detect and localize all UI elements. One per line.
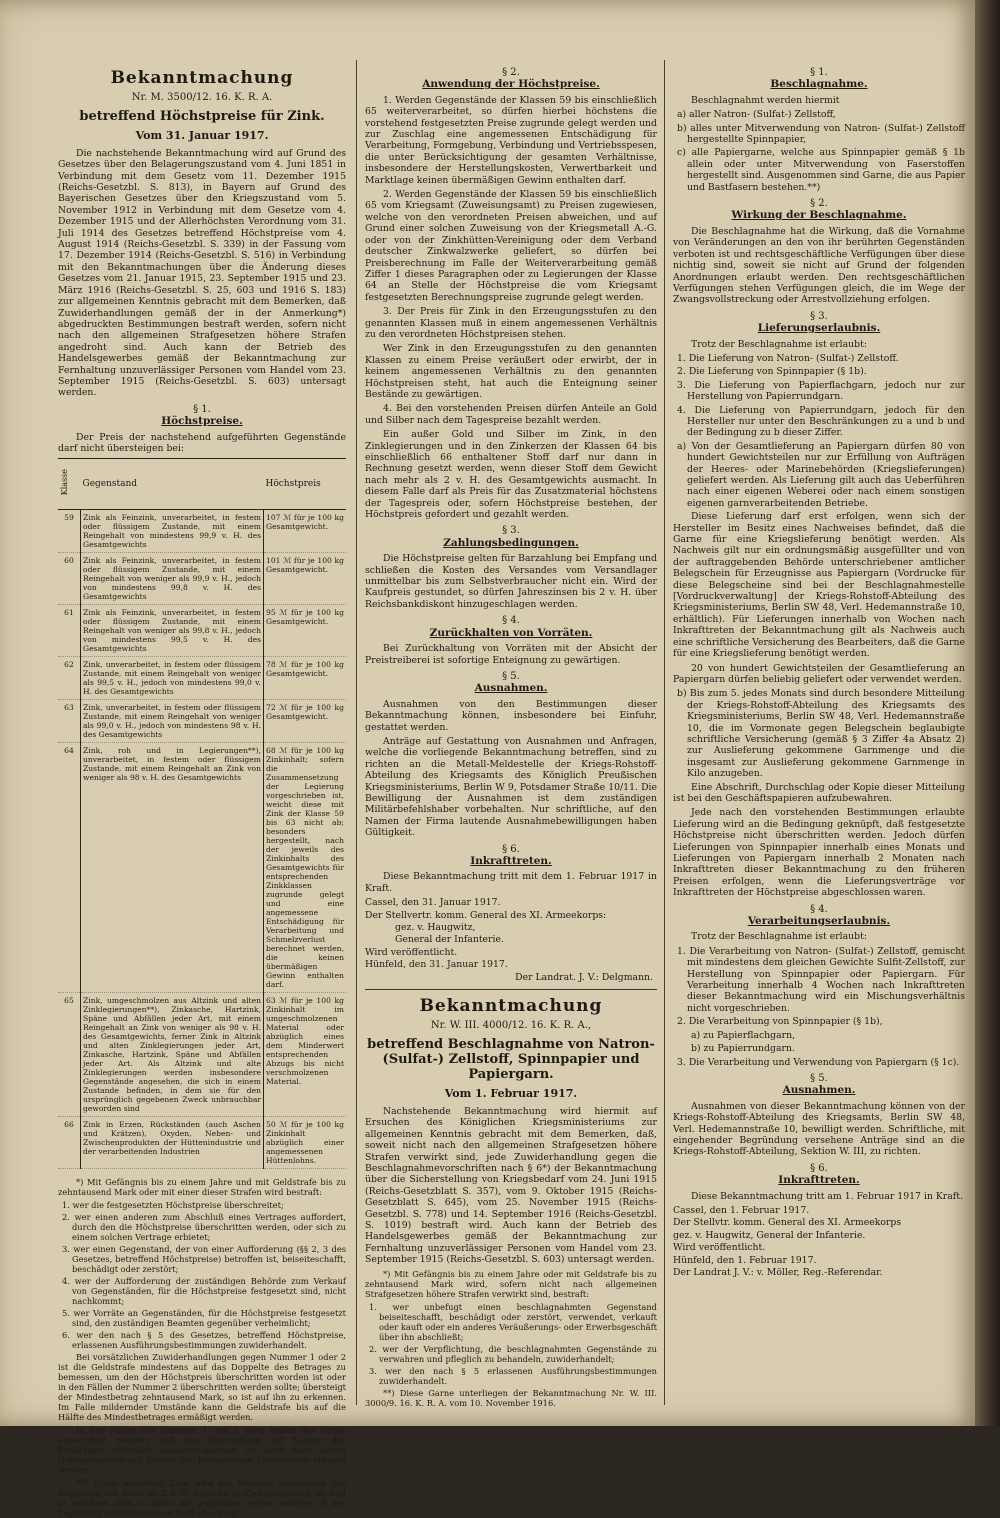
list-item: 3. Die Lieferung von Papierflachgarn, jedoch nur zur Herstellung von Papierrundgarn. bbox=[677, 379, 965, 403]
section-text: 4. Bei den vorstehenden Preisen dürfen Anteile an Gold und Silber nach dem Tagespreise bezahlt werden. bbox=[365, 403, 657, 426]
list-item: 4. Die Lieferung von Papierrundgarn, jedoch für den Hersteller nur unter den Beschränkungen zu a und b und der Bedingung zu b dieser Ziffer. bbox=[677, 404, 965, 439]
footnote-item: 5. wer Vorräte an Gegenständen, für die Höchstpreise festgesetzt sind, den zuständigen Beamten gegenüber verheimlicht; bbox=[62, 1307, 346, 1328]
section-text: 20 von hundert Gewichtsteilen der Gesamtlieferung an Papiergarn dürfen beliebig geliefert oder verwendet werden. bbox=[673, 662, 965, 685]
section-text: 3. Der Preis für Zink in den Erzeugungsstufen zu den genannten Klassen muß in einem angemessenen Verhältnis zu den verordneten Höchstpreisen stehen. bbox=[365, 306, 657, 340]
section-text: Jede nach den vorstehenden Bestimmungen erlaubte Lieferung wird an die Bedingung geknüpft, daß festgesetzte Höchstpreise nicht überschritten werden. Jedoch dürfen Lieferungen von Spinnpapier innerhalb eines Monats und Lieferungen von Papiergarn innerhalb 2 Monaten nach Inkrafttreten dieser Bekanntmachung zu den früheren Preisen erfolgen, wenn die Lieferungsverträge vor Inkrafttreten der Höchstpreise abgeschlossen waren. bbox=[673, 807, 965, 899]
column-header-klasse: Klasse bbox=[58, 459, 81, 509]
section-heading: Inkrafttreten. bbox=[778, 1174, 860, 1187]
list-item: b) zu Papierrundgarn. bbox=[691, 1043, 795, 1055]
footnotes bbox=[365, 1269, 657, 1408]
footnote: *) Mit Gefängnis bis zu einem Jahre oder mit Geldstrafe bis zu zehntausend Mark wird, sofern nicht nach allgemeinen Strafgesetzen höhere Strafen verwirkt sind, bestraft: bbox=[365, 1268, 657, 1299]
list-item: 2. Die Verarbeitung von Spinnpapier (§ 1b), bbox=[677, 1016, 883, 1028]
section-text: Der Preis der nachstehend aufgeführten Gegenstände darf nicht übersteigen bei: bbox=[58, 431, 346, 454]
list-item: 3. Die Verarbeitung und Verwendung von Papiergarn (§ 1c). bbox=[677, 1056, 960, 1068]
section-number: § 6. bbox=[502, 843, 520, 855]
notice-date: Vom 31. Januar 1917. bbox=[135, 129, 269, 143]
table-row: 59 Zink als Feinzink, unverarbeitet, in festem oder flüssigem Zustande, mit einem Reingehalt von mindestens 99,9 v. H. des Gesamtgewichts 107 ℳ für je 100 kg Gesamtgewicht. bbox=[58, 509, 346, 552]
footnote: *) Mit Gefängnis bis zu einem Jahre und mit Geldstrafe bis zu zehntausend Mark oder mit einer dieser Strafen wird bestraft: bbox=[58, 1176, 346, 1197]
section-text: Ausnahmen von dieser Bekanntmachung können von der Kriegs-Rohstoff-Abteilung des Kriegsamts, Berlin SW 48, Verl. Hedemannstraße 10, bewilligt werden. Schriftliche, mit eingehender Begründung versehene Anträge sind an die Kriegs-Rohstoff-Abteilung, Sektion W. III, zu richten. bbox=[673, 1100, 965, 1158]
section-number: § 3. bbox=[810, 310, 828, 322]
notice-subject: betreffend Beschlagnahme von Natron-(Sulfat-) Zellstoff, Spinnpapier und Papiergarn. bbox=[367, 1037, 655, 1083]
publication-line: Hünfeld, den 1. Februar 1917. bbox=[673, 1254, 817, 1266]
section-heading: Lieferungserlaubnis. bbox=[757, 322, 881, 335]
section-number: § 2. bbox=[810, 198, 828, 210]
section-number: § 1. bbox=[193, 403, 211, 415]
publication-line: Hünfeld, den 31. Januar 1917. bbox=[365, 959, 508, 971]
section-number: § 6. bbox=[810, 1162, 828, 1174]
list-item: 1. Die Lieferung von Natron- (Sulfat-) Zellstoff. bbox=[677, 352, 899, 364]
section-heading: Zahlungsbedingungen. bbox=[443, 536, 579, 549]
column-header-gegenstand: Gegenstand bbox=[81, 459, 264, 509]
footnote-item: 3. wer den nach § 5 erlassenen Ausführungsbestimmungen zuwiderhandelt. bbox=[369, 1365, 657, 1386]
section-number: § 2. bbox=[502, 67, 520, 78]
footnote: Bei vorsätzlichen Zuwiderhandlungen gegen Nummer 1 oder 2 ist die Geldstrafe mindestens auf das Doppelte des Betrages zu bemessen, um den der Höchstpreis überschritten worden ist oder in den Fällen der Nummer 2 überschritten werden sollte; übersteigt der Mindestbetrag zehntausend Mark, so ist auf ihn zu erkennen. Im Falle mildernder Umstände kann die Geldstrafe bis auf die Hälfte des Mindestbetrages ermäßigt werden. bbox=[58, 1351, 346, 1422]
section-heading: Inkrafttreten. bbox=[470, 855, 552, 867]
list-item: a) Von der Gesamtlieferung an Papiergarn dürfen 80 von hundert Gewichtsteilen nur zur Erfüllung von Aufträgen der Heeres- oder Marinebehörden (Kriegslieferungen) geliefert werden. Als Lieferung gilt auch das Ueberführen nach einer eigenen Weberei oder nach einem sonstigen eigenen garnverarbeitenden Betriebe. bbox=[677, 440, 965, 509]
signature-place: Cassel, den 1. Februar 1917. bbox=[673, 1204, 810, 1216]
publication-line: Wird veröffentlicht. bbox=[365, 946, 458, 958]
section-text: Diese Bekanntmachung tritt am 1. Februar 1917 in Kraft. bbox=[691, 1190, 963, 1202]
page-edge bbox=[975, 0, 1000, 1426]
section-heading: Zurückhalten von Vorräten. bbox=[429, 626, 593, 639]
table-row: 62 Zink, unverarbeitet, in festem oder flüssigem Zustande, mit einem Reingehalt von weniger als 99,5 v. H., jedoch von mindestens 99,0 v. H. des Gesamtgewichts 78 ℳ für je 100 kg Gesamtgewicht. bbox=[58, 656, 346, 699]
section-text: Beschlagnahmt werden hiermit bbox=[691, 94, 840, 106]
list-item: c) alle Papiergarne, welche aus Spinnpapier gemäß § 1b allein oder unter Mitverwendung von Faserstoffen hergestellt sind. Ausgenommen sind Garne, die aus Papier und Bastfasern bestehen.**) bbox=[677, 147, 965, 193]
footnote-item: 6. wer den nach § 5 des Gesetzes, betreffend Höchstpreise, erlassenen Ausführungsbestimmungen zuwiderhandelt. bbox=[62, 1329, 346, 1350]
column-zinc-notice bbox=[58, 62, 346, 1518]
column-header-preis: Höchstpreis bbox=[264, 459, 347, 509]
footnote-item: 1. wer die festgesetzten Höchstpreise überschreitet; bbox=[62, 1199, 284, 1210]
notice-intro: Die nachstehende Bekanntmachung wird auf Grund des Gesetzes über den Belagerungszustand vom 4. Juni 1851 in Verbindung mit dem Gesetz vom 11. Dezember 1915 (Reichs-Gesetzbl. S. 813), in Bayern auf Grund des Bayerischen Gesetzes über den Kriegszustand vom 5. November 1912 in Verbindung mit dem Gesetze vom 4. Dezember 1915 und der Allerhöchsten Verordnung vom 31. Juli 1914 des Gesetzes betreffend Höchstpreise vom 4. August 1914 (Reichs-Gesetzbl. S. 339) in der Fassung vom 17. Dezember 1914 (Reichs-Gesetzbl. S. 516) in Verbindung mit den Bekanntmachungen über die Änderung dieses Gesetzes vom 21. Januar 1915, 23. September 1915 und 23. März 1916 (Reichs-Gesetzbl. S. 25, 603 und 1916 S. 183) zur allgemeinen Kenntnis gebracht mit dem Bemerken, daß Zuwiderhandlungen gemäß der in der Anmerkung*) abgedruckten Bestimmungen bestraft werden, sofern nicht nach den allgemeinen Strafgesetzen höhere Strafen angedroht sind. Auch kann der Betrieb des Handelsgewerbes gemäß der Bekanntmachung zur Fernhaltung unzuverlässiger Personen vom Handel vom 23. September 1915 (Reichs-Gesetzbl. S. 603) untersagt werden. bbox=[58, 147, 346, 399]
publication-line: Der Landrat J. V.: v. Möller, Reg.-Referendar. bbox=[673, 1267, 883, 1278]
table-row: 64 Zink, roh und in Legierungen**), unverarbeitet, in festem oder flüssigem Zustande, mit einem Reingehalt an Zink von weniger als 98 v. H. des Gesamtgewichts 68 ℳ für je 100 kg Zinkinhalt; sofern die Zusammensetzung der Legierung vorgeschrieben ist, weicht diese mit Zink der Klasse 59 bis 63 nicht ab; besonders hergestellt, nach der jeweils des Zinkinhalts des Gesamtgewichts für entsprechenden Zinkklassen zugrunde gelegt und eine angemessene Entschädigung für Verarbeitung und Schmelzverlust berechnet werden, die keinen übermäßigen Gewinn enthalten darf. bbox=[58, 742, 346, 992]
list-item: 2. Die Lieferung von Spinnpapier (§ 1b). bbox=[677, 366, 867, 378]
table-row: 66 Zink in Erzen, Rückständen (auch Aschen und Krätzen), Oxyden, Neben- und Zwischenprodukten der Hüttenindustrie und der verarbeitenden Industrien 50 ℳ für je 100 kg Zinkinhalt abzüglich einer angemessenen Hüttenlohns. bbox=[58, 1116, 346, 1168]
footnote-item: 2. wer der Verpflichtung, die beschlagnahmten Gegenstände zu verwahren und pfleglich zu behandeln, zuwiderhandelt; bbox=[369, 1343, 657, 1364]
footnote: **) Diese Garne unterliegen der Bekanntmachung Nr. W. III. 3000/9. 16. K. R. A. vom 10. November 1916. bbox=[365, 1387, 657, 1408]
notice-title: Bekanntmachung bbox=[110, 68, 294, 88]
notice-divider bbox=[365, 989, 657, 990]
section-number: § 5. bbox=[810, 1072, 828, 1084]
table-row: 65 Zink, umgeschmolzen aus Altzink und alten Zinklegierungen**), Zinkasche, Hartzink, Späne und Abfällen jeder Art, mit einem Reingehalt an Zink von weniger als 98 v. H. des Gesamtgewichts, ferner Zink in Altzink und alten Zinklegierungen jeder Art, Zinkasche, Hartzink, Späne und Abfällen jeder Art. Als Altzink und alte Zinklegierungen werden insbesondere Gegenstände angesehen, die sich in einem Zustande befinden, in dem sie für den ursprünglich gegebenen Zweck unbrauchbar geworden sind 63 ℳ für je 100 kg Zinkinhalt im umgeschmolzenen Material oder abzüglich eines dem Minderwert entsprechenden Abzugs bis nicht verschmolzenen Material. bbox=[58, 992, 346, 1116]
signature-place: Cassel, den 31. Januar 1917. bbox=[365, 897, 501, 909]
section-text: Ausnahmen von den Bestimmungen dieser Bekanntmachung können, insbesondere bei Einfuhr, gestattet werden. bbox=[365, 698, 657, 733]
section-text: Anträge auf Gestattung von Ausnahmen und Anfragen, welche die vorliegende Bekanntmachung betreffen, sind zu richten an die Metall-Meldestelle der Kriegs-Rohstoff-Abteilung des Kriegsamts des Königlich Preußischen Kriegsministeriums, Berlin W 9, Potsdamer Straße 10/11. Die Bewilligung der Ausnahmen ist dem zuständigen Militärbefehlshaber vorbehalten. Nur schriftliche, auf den Namen der Firma lautende Ausnahmebewilligungen haben Gültigkeit. bbox=[365, 735, 657, 839]
section-number: § 3. bbox=[502, 525, 520, 537]
footnote-item: 1. wer unbefugt einen beschlagnahmten Gegenstand beiseiteschafft, beschädigt oder zerstört, verwendet, verkauft oder kauft oder ein anderes Veräußerungs- oder Erwerbsgeschäft über ihn abschließt; bbox=[369, 1301, 657, 1342]
section-text: Ein außer Gold und Silber im Zink, in den Zinklegierungen und in den Zinkerzen der Klassen 64 bis einschließlich 66 enthaltener Stoff darf nur dann in Rechnung gesetzt werden, wenn dieser Stoff dem Gewicht nach mehr als 2 v. H. des Gesamtgewichts ausmacht. In diesem Falle darf als Preis für das Zusatzmaterial höchstens der Tagespreis oder, sofern Höchstpreise bestehen, der Höchstpreis gefordert und gezahlt werden. bbox=[365, 429, 657, 521]
notice-title: Bekanntmachung bbox=[419, 996, 603, 1017]
footnotes bbox=[58, 1177, 346, 1518]
section-heading: Ausnahmen. bbox=[782, 1084, 856, 1097]
list-item: b) alles unter Mitverwendung von Natron- (Sulfat-) Zellstoff hergestellte Spinnpapier, bbox=[677, 122, 965, 146]
section-text: Wer Zink in den Erzeugungsstufen zu den genannten Klassen zu einem Preise veräußert oder erwirbt, der in keinem angemessenen Verhältnis zu den genannten Höchstpreisen steht, hat auch die Enteignung seiner Bestände zu gewärtigen. bbox=[365, 343, 657, 400]
table-row: 60 Zink als Feinzink, unverarbeitet, in festem oder flüssigem Zustande, mit einem Reingehalt von weniger als 99,9 v. H., jedoch von mindestens 99,8 v. H. des Gesamtgewichts 101 ℳ für je 100 kg Gesamtgewicht. bbox=[58, 552, 346, 604]
footnote: **) Unter legiertem Zink wird ein Material verstanden das insgesamt mit mehr als 2 v. H. anderen Stoffen verbunden ist, und in welchem Zink in mehr als gegenüber jedem anderen in der Legierung verschmolzenen Stoff überwiegt. bbox=[58, 1477, 346, 1518]
section-heading: Beschlagnahme. bbox=[770, 78, 868, 91]
list-item: b) Bis zum 5. jedes Monats sind durch besondere Mitteilung der Kriegs-Rohstoff-Abteilung des Kriegsamts des Kriegsministeriums, Berlin SW 48, Verl. Hedemannstraße 10, die im Vormonate gegen Belegschein beglaubigte schriftliche Versicherung (gemäß § 3 Ziffer 4a Absatz 2) zur Auslieferung gekommene Garnmenge und die insgesamt zur Auslieferung gekommene Garnmenge in Kilo anzugeben. bbox=[677, 688, 965, 780]
section-heading: Wirkung der Beschlagnahme. bbox=[731, 209, 907, 222]
section-heading: Verarbeitungserlaubnis. bbox=[747, 915, 891, 928]
list-item: a) aller Natron- (Sulfat-) Zellstoff, bbox=[677, 109, 836, 121]
column-zinc-continued bbox=[365, 62, 657, 1412]
section-text: Diese Bekanntmachung tritt mit dem 1. Februar 1917 in Kraft. bbox=[365, 871, 657, 894]
signature-line: Der Stellvtr. komm. General des XI. Armeekorps bbox=[673, 1217, 902, 1229]
section-text: Eine Abschrift, Durchschlag oder Kopie dieser Mitteilung ist bei den Geschäftspapieren aufzubewahren. bbox=[673, 781, 965, 804]
publication-line: Der Landrat. J. V.: Delgmann. bbox=[515, 971, 653, 983]
section-number: § 4. bbox=[810, 903, 828, 915]
footnote-item: 3. wer einen Gegenstand, der von einer Aufforderung (§§ 2, 3 des Gesetzes, betreffend Höchstpreise) betroffen ist, beiseiteschafft, beschädigt oder zerstört; bbox=[62, 1243, 346, 1274]
section-text: 2. Werden Gegenstände der Klassen 59 bis einschließlich 65 vom Kriegsamt (Zuweisungsamt) zu Preisen zugewiesen, welche von den verordneten Preisen abweichen, und auf Grund einer solchen Zuweisung von der Kriegsmetall A.-G. oder von der Zinkhütten-Vereinigung oder dem Verband deutscher Zinkwalzwerke geliefert, so dürfen bei Preisberechnung im Falle der Weiterverarbeitung gemäß Ziffer 1 dieses Paragraphen oder zu Legierungen der Klasse 64 an Stelle der Höchstpreise die vom Kriegsamt festgesetzten Berechnungspreise zugrunde gelegt werden. bbox=[365, 189, 657, 303]
table-row: 61 Zink als Feinzink, unverarbeitet, in festem oder flüssigem Zustande, mit einem Reingehalt von weniger als 99,8 v. H., jedoch von mindestens 99,5 v. H. des Gesamtgewichts 95 ℳ für je 100 kg Gesamtgewicht. bbox=[58, 604, 346, 656]
footnote-item: 4. wer der Aufforderung der zuständigen Behörde zum Verkauf von Gegenständen, für die Höchstpreise festgesetzt sind, nicht nachkommt; bbox=[62, 1275, 346, 1306]
section-heading: Anwendung der Höchstpreise. bbox=[422, 78, 600, 91]
table-row: 63 Zink, unverarbeitet, in festem oder flüssigem Zustande, mit einem Reingehalt von weniger als 99,0 v. H., jedoch von mindestens 98 v. H. des Gesamtgewichts 72 ℳ für je 100 kg Gesamtgewicht. bbox=[58, 699, 346, 742]
section-heading: Höchstpreise. bbox=[161, 415, 243, 428]
publication-line: Wird veröffentlicht. bbox=[673, 1242, 766, 1254]
section-text: Die Höchstpreise gelten für Barzahlung bei Empfang und schließen die Kosten des Versandes vom Versandlager unmittelbar bis zum Selbstverbraucher nicht ein. Wird der Kaufpreis gestundet, so dürfen Jahreszinsen bis 2 v. H. über Reichsbankdiskont hinzugeschlagen werden. bbox=[365, 553, 657, 610]
notice-subject: betreffend Höchstpreise für Zink. bbox=[79, 109, 325, 125]
column-rule bbox=[664, 60, 665, 1405]
notice-intro: Nachstehende Bekanntmachung wird hiermit auf Ersuchen des Königlichen Kriegsministeriums zur allgemeinen Kenntnis gebracht mit dem Bemerken, daß, soweit nicht nach den allgemeinen Strafgesetzen höhere Strafen verwirkt sind, jede Zuwiderhandlung gegen die Beschlagnahmevorschriften nach § 6*) der Bekanntmachung über die Sicherstellung von Kriegsbedarf vom 24. Juni 1915 (Reichs-Gesetzblatt S. 357), vom 9. Oktober 1915 (Reichs-Gesetzblatt S. 645), vom 25. November 1915 (Reichs-Gesetzbl. S. 778) und 14. September 1916 (Reichs-Gesetzbl. S. 1019) bestraft wird. Auch kann der Betrieb des Handelsgewerbes gemäß der Bekanntmachung zur Fernhaltung unzuverlässiger Personen vom Handel vom 23. September 1915 (Reichs-Gesetzbl. S. 603) untersagt werden. bbox=[365, 1105, 657, 1266]
notice-date: Vom 1. Februar 1917. bbox=[444, 1087, 578, 1101]
section-number: § 5. bbox=[502, 670, 520, 682]
notice-reference: Nr. W. III. 4000/12. 16. K. R. A., bbox=[430, 1020, 592, 1032]
signature-line: General der Infanterie. bbox=[395, 934, 504, 946]
signature-line: gez. v. Haugwitz, General der Infanterie. bbox=[673, 1229, 866, 1241]
section-heading: Ausnahmen. bbox=[474, 682, 548, 695]
list-item: a) zu Papierflachgarn, bbox=[691, 1029, 796, 1041]
price-table bbox=[58, 458, 346, 1168]
section-text: 1. Werden Gegenstände der Klassen 59 bis einschließlich 65 weiterverarbeitet, so dürfen hierbei höchstens die vorstehend festgesetzten Preise zugrunde gelegt werden und zur Zuschlag eine angemessenen Entschädigung für Verarbeitung, Formgebung, Verbindung und Vertriebsspesen, die unter Berücksichtigung der gesamten Verhältnisse, insbesondere der Herstellungskosten, Verwertbarkeit und Marktlage keinen übermäßigen Gewinn enthalten darf. bbox=[365, 94, 657, 186]
notice-reference: Nr. M. 3500/12. 16. K. R. A. bbox=[131, 92, 273, 103]
signature-line: Der Stellvertr. komm. General des XI. Armeekorps: bbox=[365, 909, 607, 921]
section-text: Bei Zurückhaltung von Vorräten mit der Absicht der Preistreiberei ist sofortige Enteignung zu gewärtigen. bbox=[365, 643, 657, 666]
column-rule bbox=[356, 60, 357, 1405]
section-text: Trotz der Beschlagnahme ist erlaubt: bbox=[691, 338, 867, 350]
signature-line: gez. v. Haugwitz, bbox=[395, 922, 476, 934]
footnote-item: 2. wer einen anderen zum Abschluß eines Vertrages auffordert, durch den die Höchstpreise überschritten werden, oder sich zu einem solchen Vertrage erbietet; bbox=[62, 1211, 346, 1242]
section-text: Diese Lieferung darf erst erfolgen, wenn sich der Hersteller im Besitz eines Nachweises befindet, daß die Garne für eine Kriegslieferung benötigt werden. Als Nachweis gilt nur ein ordnungsmäßig ausgefüllter und von der auftraggebenden Behörde unterschriebener amtlicher Belegschein für Erzeugnisse aus Papiergarn (Vordrucke für diese Belegscheine sind bei der Beschlagnahmestelle [Vordruckverwaltung] der Kriegs-Rohstoff-Abteilung des Kriegsministeriums, Berlin SW 48, Verl. Hedemannstraße 10, erhältlich). Für Lieferungen innerhalb von Wochen nach Inkrafttreten der Bekanntmachung gilt als Nachweis auch eine schriftliche Versicherung des Bearbeiters, daß die Garne für eine Kriegslieferung benötigt werden. bbox=[673, 511, 965, 660]
column-pulp-notice bbox=[673, 62, 965, 1412]
footnote: In den Fällen der Nummer 1 und 2 kann neben der Strafe angeordnet werden, daß die Verurteilung auf Kosten des Schuldigen öffentlich bekanntzumachen ist; auch kann neben Gefängnisstrafe auf Verlust der bürgerlichen Ehrenrechte erkannt werden. bbox=[58, 1424, 346, 1475]
section-number: § 1. bbox=[810, 67, 828, 78]
section-text: Trotz der Beschlagnahme ist erlaubt: bbox=[691, 931, 867, 943]
section-number: § 4. bbox=[502, 615, 520, 627]
list-item: 1. Die Verarbeitung von Natron- (Sulfat-) Zellstoff, gemischt mit mindestens dem gleichen Gewichte Sulfit-Zellstoff, zur Herstellung von Spinnpapier oder Papiergarn. Für Verarbeitung innerhalb 4 Wochen nach Inkrafttreten dieser Bekanntmachung wird ein Mischungsverhältnis nicht vorgeschrieben. bbox=[677, 945, 965, 1014]
section-text: Die Beschlagnahme hat die Wirkung, daß die Vornahme von Veränderungen an den von ihr berührten Gegenständen verboten ist und rechtsgeschäftliche Verfügungen über diese nichtig sind, soweit sie nicht auf Grund der folgenden Anordnungen erlaubt werden. Den rechtsgeschäftlichen Verfügungen stehen Verfügungen gleich, die im Wege der Zwangsvollstreckung oder Arrestvollziehung erfolgen. bbox=[673, 225, 965, 306]
